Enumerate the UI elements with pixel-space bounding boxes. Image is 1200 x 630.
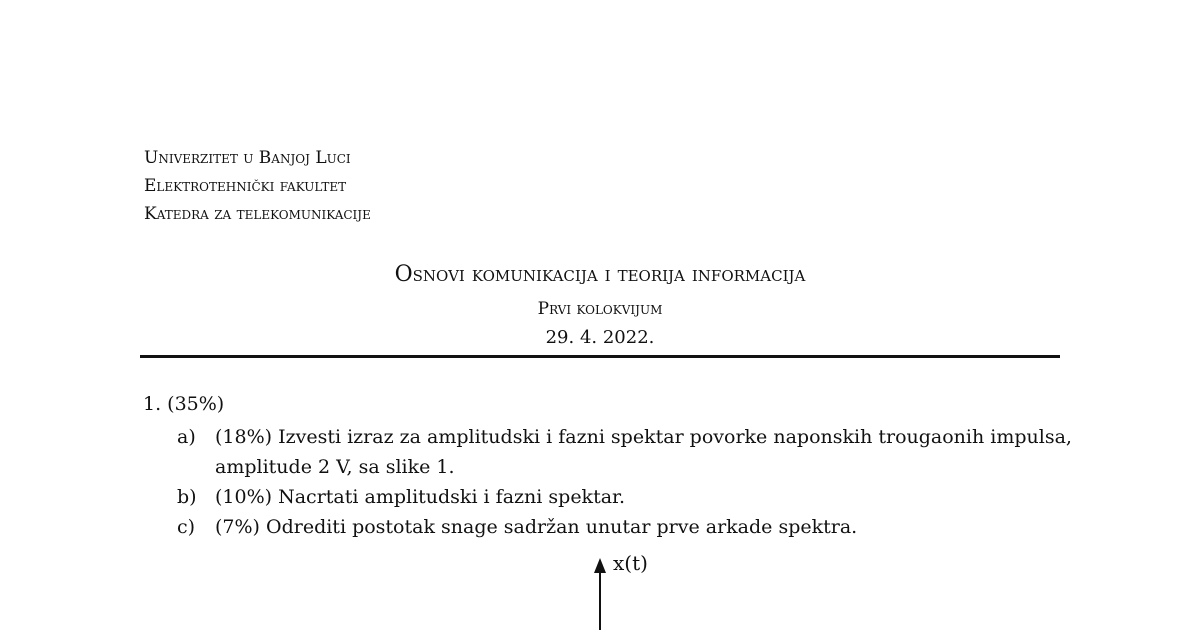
problem-items [177,422,1077,542]
exam-type: Prvi kolokvijum [537,299,663,319]
y-axis-arrow-icon [594,558,606,573]
university-name: Univerzitet u Banjoj Luci [144,148,351,168]
course-title: Osnovi komunikacija i teorija informacija [394,262,806,287]
problem-item-a [177,422,1077,482]
title-divider [140,355,1060,358]
item-marker: a) [177,426,196,448]
faculty-name: Elektrotehnički fakultet [144,176,347,196]
item-marker: c) [177,516,196,538]
y-axis-label: x(t) [613,551,648,575]
exam-date: 29. 4. 2022. [545,327,655,348]
problem-item-c [177,512,1077,542]
department-name: Katedra za telekomunikacije [144,204,371,224]
problem-heading: 1. (35%) [143,393,225,415]
item-text: (10%) Nacrtati amplitudski i fazni spektar. [215,486,626,508]
institution-header [144,144,371,228]
problem-item-b [177,482,1077,512]
item-text: (18%) Izvesti izraz za amplitudski i fazni spektar povorke naponskih trougaonih impulsa, amplitude 2 V, sa slike 1. [215,426,1072,478]
item-text: (7%) Odrediti postotak snage sadržan unutar prve arkade spektra. [215,516,858,538]
item-marker: b) [177,486,197,508]
